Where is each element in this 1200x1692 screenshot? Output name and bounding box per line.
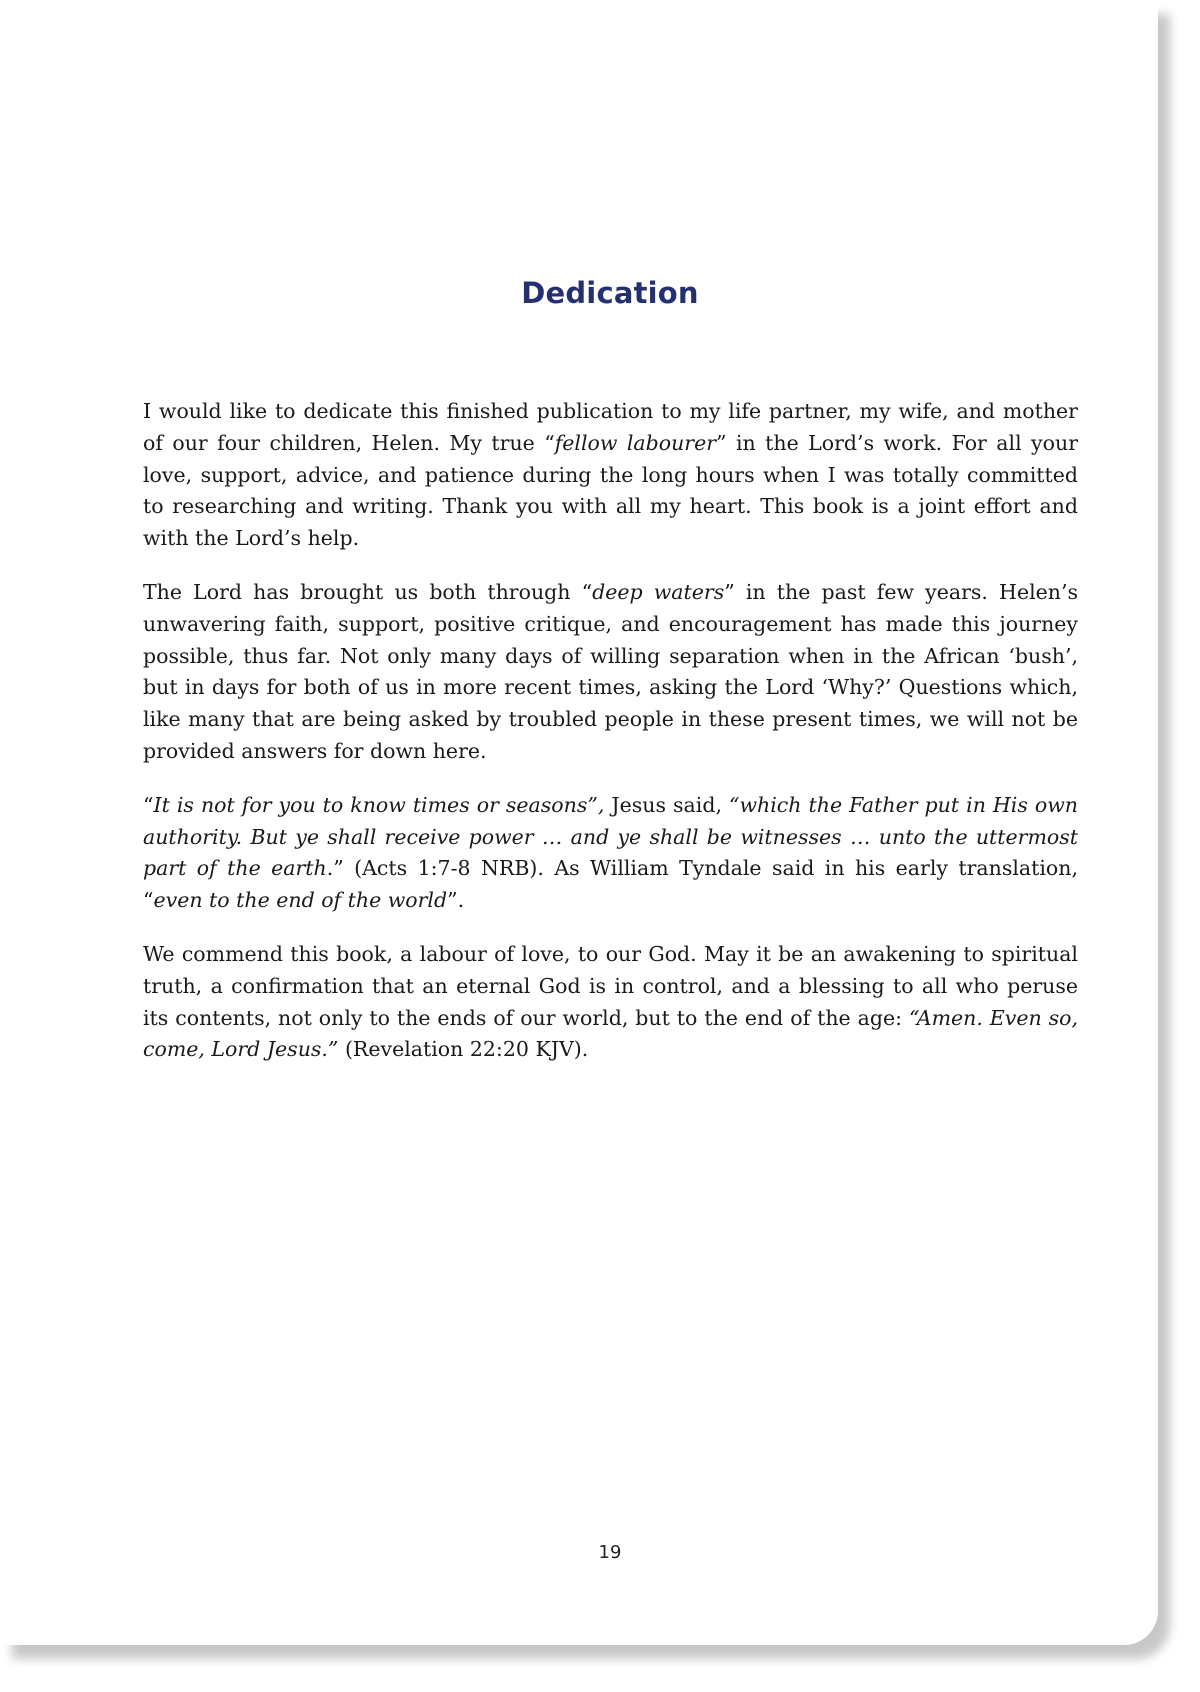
- text-segment: (Revelation 22:20 KJV).: [338, 1037, 589, 1062]
- text-segment: We commend this book, a labour of love, to our God. May it be an awakening to spiritual truth, a confirmation that an eternal God is in control, and a blessing to all who peruse its contents, not only to the ends of our world, but to the end of the age:: [143, 941, 1078, 1030]
- text-segment: Jesus said,: [604, 792, 729, 817]
- paragraph-3: [143, 790, 1078, 917]
- paragraph-4: [143, 939, 1078, 1066]
- text-segment: “: [143, 792, 154, 817]
- page-title: Dedication: [521, 276, 699, 310]
- text-segment: ” (Acts 1:7-8 NRB). As William Tyndale said in his early translation, “: [143, 856, 1078, 913]
- paragraph-2: [143, 577, 1078, 768]
- italic-segment: deep waters: [592, 579, 725, 604]
- text-segment: ” in the past few years. Helen’s unwavering faith, support, positive critique, and encouragement has made this journey possible, thus far. Not only many days of willing separation when in the African ‘bush’, but in days for both of us in more recent times, asking the Lord ‘Why?’ Questions which, like many that are being asked by troubled people in these present times, we will not be provided answers for down here.: [143, 579, 1078, 763]
- italic-segment: “which the Father put in His own authority. But ye shall receive power … and ye shall be witnesses … unto the uttermost part of the earth.: [143, 792, 1079, 881]
- paragraph-1: [143, 396, 1078, 555]
- page-number: 19: [598, 1542, 622, 1563]
- text-segment: ” in the Lord’s work. For all your love, support, advice, and patience during the long hours when I was totally committed to researching and writing. Thank you with all my heart. This book is a joint effort and with the Lord’s help.: [143, 430, 1078, 551]
- text-segment: I would like to dedicate this finished publication to my life partner, my wife, and mother of our four children, Helen. My true “: [143, 399, 1078, 455]
- dedication-body: [143, 396, 1078, 1088]
- italic-segment: fellow labourer: [554, 430, 717, 455]
- text-segment: ”.: [447, 888, 465, 913]
- italic-segment: even to the end of the world: [153, 888, 448, 913]
- italic-segment: “Amen. Even so, come, Lord Jesus.”: [143, 1005, 1079, 1062]
- italic-segment: It is not for you to know times or seasons”,: [153, 792, 605, 817]
- text-segment: The Lord has brought us both through “: [143, 579, 593, 604]
